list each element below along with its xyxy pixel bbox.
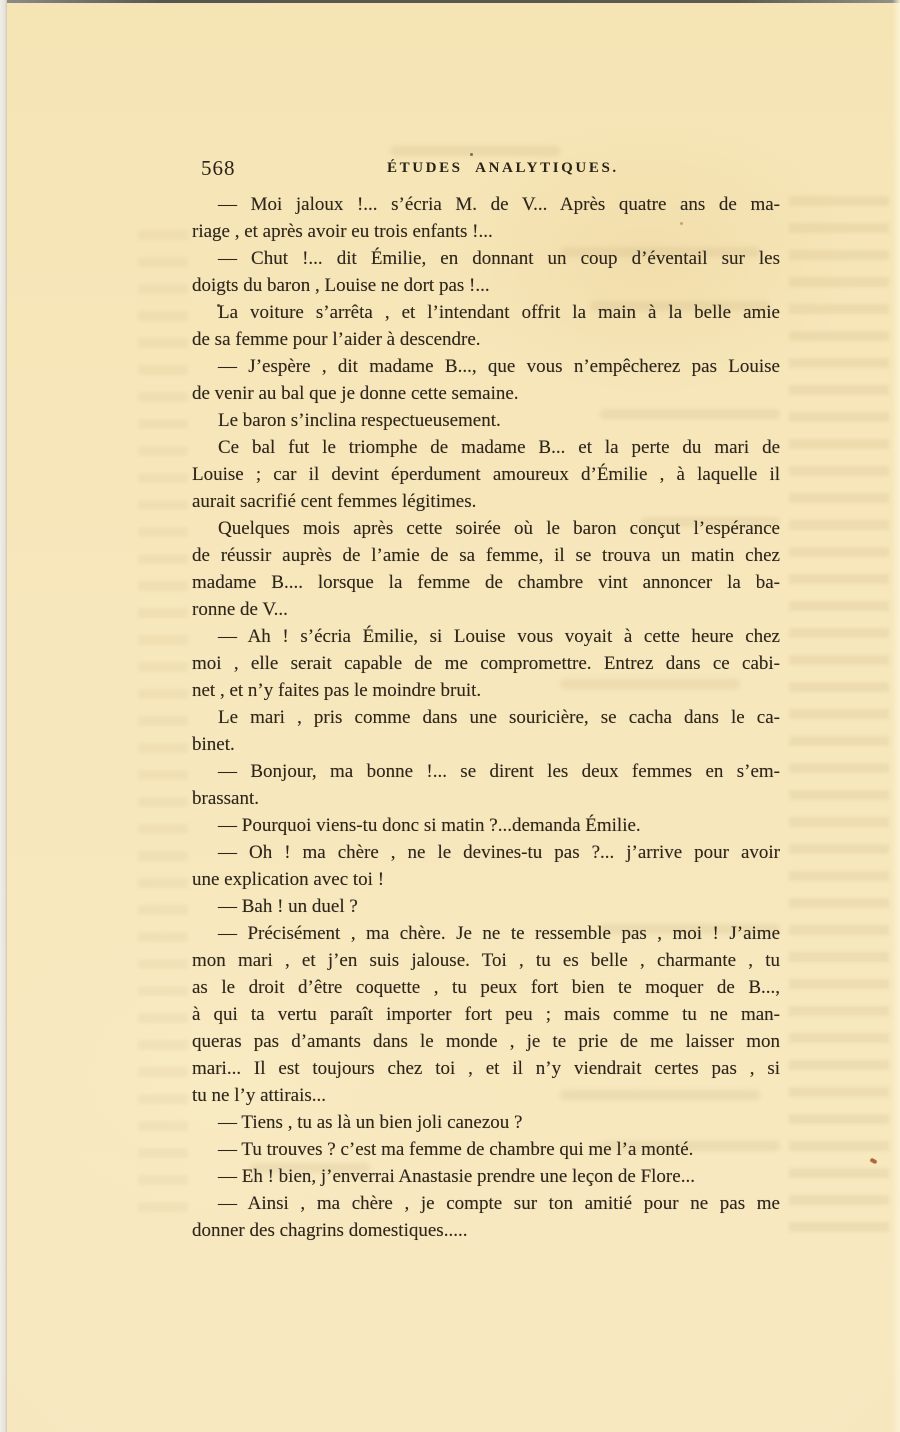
text-line: doigts du baron , Louise ne dort pas !... [192,275,490,296]
text-line: — Ainsi , ma chère , je compte sur ton amitié pour ne pas me [218,1193,780,1214]
bleed-through-left-margin [138,230,188,1220]
page-header [192,156,780,180]
page-number: 568 [201,156,236,180]
text-line: La voiture s’arrêta , et l’intendant offrit la main à la belle amie [218,302,780,323]
text-line: brassant. [192,788,260,809]
text-line: — Précisément , ma chère. Je ne te ressemble pas , moi ! J’aime [218,923,780,944]
text-line: de sa femme pour l’aider à descendre. [192,329,481,350]
scan-top-edge [0,0,900,3]
text-line: Le baron s’inclina respectueusement. [218,410,501,431]
text-block [192,191,780,1244]
text-line: ronne de V... [192,599,288,620]
text-line: tu ne l’y attirais... [192,1085,327,1106]
text-line: — Bah ! un duel ? [218,896,358,917]
text-line: de venir au bal que je donne cette semaine. [192,383,519,404]
text-line: Ce bal fut le triomphe de madame B... et la perte du mari de [218,437,780,458]
running-title: ÉTUDES ANALYTIQUES. [387,160,619,176]
text-line: queras pas d’amants dans le monde , je te prie de me laisser mon [192,1031,780,1052]
text-line: — Moi jaloux !... s’écria M. de V... Après quatre ans de ma- [218,194,780,215]
text-line: — J’espère , dit madame B..., que vous n’empêcherez pas Louise [218,356,780,377]
text-line: — Bonjour, ma bonne !... se dirent les deux femmes en s’em- [218,761,780,782]
text-line: — Pourquoi viens-tu donc si matin ?...demanda Émilie. [218,815,641,836]
text-line: — Eh ! bien, j’enverrai Anastasie prendre une leçon de Flore... [218,1166,695,1187]
text-line: — Tu trouves ? c’est ma femme de chambre qui me l’a monté. [218,1139,694,1160]
text-line: madame B.... lorsque la femme de chambre vint annoncer la ba- [192,572,780,593]
text-line: riage , et après avoir eu trois enfants !... [192,221,493,242]
text-line: as le droit d’être coquette , tu peux fort bien te moquer de B..., [192,977,780,998]
text-line: Le mari , pris comme dans une souricière, se cacha dans le ca- [218,707,780,728]
bleed-through-right-margin [789,196,889,1242]
text-line: donner des chagrins domestiques..... [192,1220,468,1241]
text-line: une explication avec toi ! [192,869,385,890]
text-line: à qui ta vertu paraît importer fort peu ; mais comme tu ne man- [192,1004,780,1025]
text-line: — Ah ! s’écria Émilie, si Louise vous voyait à cette heure chez [218,626,780,647]
text-line: net , et n’y faites pas le moindre bruit. [192,680,482,701]
text-line: mari... Il est toujours chez toi , et il n’y viendrait certes pas , si [192,1058,780,1079]
text-line: aurait sacrifié cent femmes légitimes. [192,491,477,512]
text-line: Louise ; car il devint éperdument amoureux d’Émilie , à laquelle il [192,464,780,485]
text-line: mon mari , et j’en suis jalouse. Toi , tu es belle , charmante , tu [192,950,780,971]
scan-left-edge [0,0,7,1432]
text-line: binet. [192,734,235,755]
text-line: — Tiens , tu as là un bien joli canezou ? [218,1112,523,1133]
text-line: — Chut !... dit Émilie, en donnant un coup d’éventail sur les [218,248,780,269]
text-line: — Oh ! ma chère , ne le devines-tu pas ?... j’arrive pour avoir [218,842,780,863]
text-line: moi , elle serait capable de me compromettre. Entrez dans ce cabi- [192,653,780,674]
bleed-through-ghost-bar [390,146,560,156]
text-line: de réussir auprès de l’amie de sa femme, il se trouva un matin chez [192,545,780,566]
text-line: Quelques mois après cette soirée où le baron conçut l’espérance [218,518,780,539]
scan-right-edge [892,0,900,1432]
